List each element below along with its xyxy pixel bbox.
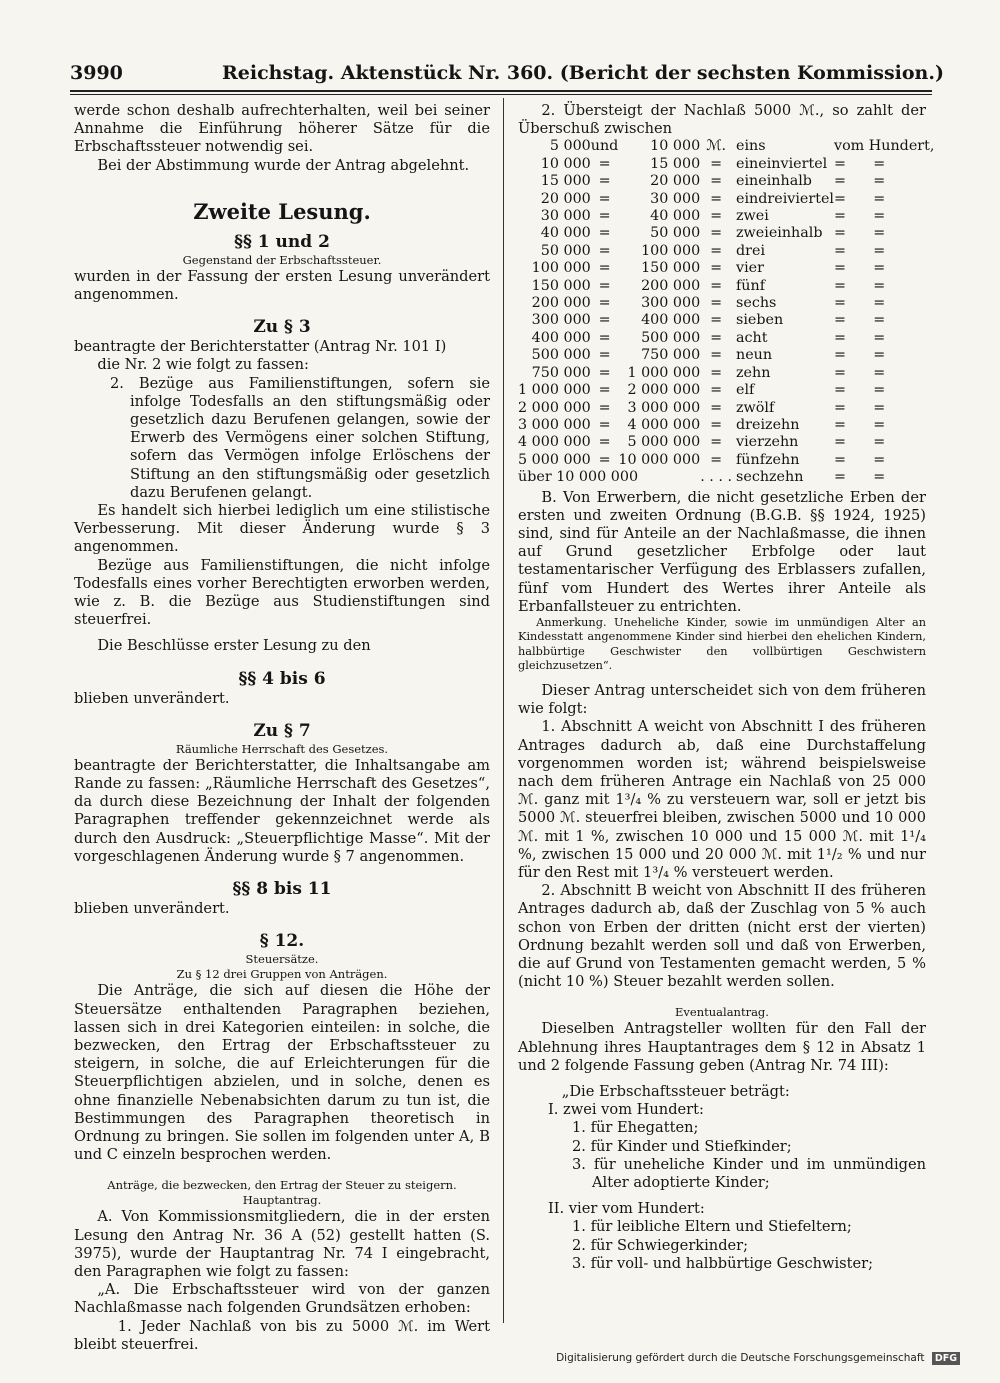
rate-connector: = (598, 277, 611, 294)
dfg-logo: DFG (932, 1352, 960, 1365)
rate-word: elf (736, 382, 755, 399)
rate-word: eineinhalb (736, 173, 812, 190)
section-heading: Zweite Lesung. (193, 198, 371, 224)
paragraph: B. Von Erwerbern, die nicht gesetzliche Erben der ersten und zweiten Ordnung (B.G.B. §§ 1924, 1925) sind, sind für Anteile an der Nachlaßmasse, die ihnen auf Grund gesetzlicher Erbfolge oder laut testamentarischer Verfügung des Erblassers zufallen, fünf vom Hundert des Wertes ihrer Anteile als Erbanfallsteuer zu entrichten. (518, 488, 926, 615)
rate-row (518, 400, 934, 417)
subheading: Steuersätze. (245, 952, 319, 967)
rate-connector: = (598, 155, 611, 172)
rate-from: 2 000 000 (518, 399, 591, 416)
rate-row (518, 208, 934, 225)
rate-word: zwölf (736, 399, 775, 416)
rate-tail: = = (834, 382, 886, 399)
paragraph: „Die Erbschaftssteuer beträgt: (561, 1083, 790, 1101)
rate-currency: = (710, 277, 723, 294)
rate-tail: = = (834, 155, 886, 172)
rate-row (518, 452, 934, 469)
rate-row (518, 347, 934, 364)
rate-tail: = = (834, 277, 886, 294)
rate-from: 20 000 (540, 190, 591, 207)
list-item: 2. Bezüge aus Familienstiftungen, sofern sie infolge Todesfalls an den stiftungsmäßig oder gesetzlich dazu Berufenen gelangen, sowie der Erwerb des Vermögens einer solchen Stiftung, sofern das Vermögen infolge Erlöschens der Stiftung an den stiftungsmäßig oder gesetzlich dazu Berufenen gelangt. (110, 374, 490, 501)
rate-from: 150 000 (531, 277, 591, 294)
rate-connector: = (598, 173, 611, 190)
rate-word: fünfzehn (736, 451, 800, 468)
rate-from: 10 000 (540, 155, 591, 172)
rate-word: dreizehn (736, 416, 800, 433)
rate-connector: und (590, 138, 619, 155)
rate-connector: = (598, 225, 611, 242)
rate-word: sechs (736, 295, 777, 312)
running-title: Reichstag. Aktenstück Nr. 360. (Bericht der sechsten Kommission.) (222, 62, 944, 84)
rate-tail: = = (834, 329, 886, 346)
paragraph-heading: §§ 1 und 2 (234, 231, 330, 252)
rate-to: 500 000 (641, 329, 701, 346)
rate-to: 3 000 000 (627, 399, 701, 416)
rate-row (518, 330, 934, 347)
rate-connector: = (598, 208, 611, 225)
paragraph: Bei der Abstimmung wurde der Antrag abgelehnt. (97, 156, 470, 174)
list-item: 2. für Kinder und Stiefkinder; (572, 1137, 792, 1155)
paragraph: werde schon deshalb aufrechterhalten, weil bei seiner Annahme die Einführung höherer Sätze für die Erbschaftssteuer notwendig sei. (74, 102, 490, 156)
rate-tail: = = (834, 364, 886, 381)
rate-connector: = (598, 190, 611, 207)
rate-word: eindreiviertel (736, 190, 834, 207)
subheading: Räumliche Herrschaft des Gesetzes. (175, 741, 389, 756)
rate-row (518, 469, 934, 486)
left-column (74, 102, 490, 1354)
rate-word: vier (736, 260, 764, 277)
paragraph: 2. Übersteigt der Nachlaß 5000 ℳ., so zahlt der Überschuß zwischen (518, 102, 926, 138)
paragraph: Dieselben Antragsteller wollten für den Fall der Ablehnung ihres Hauptantrages dem § 12 in Absatz 1 und 2 folgende Fassung geben (Antrag Nr. 74 III): (518, 1020, 926, 1074)
rate-from: 40 000 (540, 225, 591, 242)
rate-row (518, 156, 934, 173)
rate-currency: = (710, 399, 723, 416)
rate-row (518, 278, 934, 295)
page-header (70, 56, 944, 88)
rate-to: 5 000 000 (627, 434, 701, 451)
rate-tail: = = (834, 260, 886, 277)
list-item: 1. für leibliche Eltern und Stiefeltern; (572, 1218, 852, 1236)
rate-word: drei (736, 242, 766, 259)
rate-to: 10 000 000 (618, 451, 701, 468)
rate-currency: = (710, 364, 723, 381)
rate-currency: = (710, 329, 723, 346)
rate-from: 4 000 000 (518, 434, 591, 451)
rate-row (518, 243, 934, 260)
rate-currency: = (710, 347, 723, 364)
rate-tail: vom Hundert, (834, 138, 935, 155)
rate-currency: = (710, 382, 723, 399)
rate-word: sieben (736, 312, 784, 329)
footer-credit (556, 1352, 960, 1365)
rate-from: 500 000 (531, 347, 591, 364)
rate-word: zweieinhalb (736, 225, 823, 242)
list-item: 1. für Ehegatten; (572, 1119, 699, 1137)
rate-to: 50 000 (650, 225, 701, 242)
rate-from: 200 000 (531, 295, 591, 312)
rate-from: 400 000 (531, 329, 591, 346)
rate-from: 3 000 000 (518, 416, 591, 433)
rate-word: zwei (736, 208, 769, 225)
list-heading: I. zwei vom Hundert: (548, 1101, 704, 1119)
rate-word: eins (736, 138, 766, 155)
rate-currency: = (710, 190, 723, 207)
rate-currency: = (710, 260, 723, 277)
rate-currency: = (710, 173, 723, 190)
paragraph: A. Von Kommissionsmitgliedern, die in der ersten Lesung den Antrag Nr. 36 A (52) gestellt hatten (S. 3975), wurde der Hauptantrag Nr. 74 I eingebracht, den Paragraphen wie folgt zu fassen: (74, 1208, 490, 1280)
rate-word: sechzehn (736, 469, 804, 486)
paragraph: wurden in der Fassung der ersten Lesung unverändert angenommen. (74, 267, 490, 304)
rate-word: vierzehn (736, 434, 799, 451)
rate-tail: = = (834, 208, 886, 225)
footer-text: Digitalisierung gefördert durch die Deutsche Forschungsgemeinschaft (556, 1352, 925, 1364)
rate-to: 400 000 (641, 312, 701, 329)
rate-row (518, 312, 934, 329)
rate-row (518, 417, 934, 434)
rate-currency: = (710, 451, 723, 468)
rate-tail: = = (834, 312, 886, 329)
rate-connector: = (598, 347, 611, 364)
paragraph-heading: §§ 4 bis 6 (238, 668, 326, 689)
rate-table (518, 138, 934, 486)
rate-from: 100 000 (531, 260, 591, 277)
rate-currency: = (710, 416, 723, 433)
rate-currency: = (710, 295, 723, 312)
rate-to: 30 000 (650, 190, 701, 207)
rate-tail: = = (834, 416, 886, 433)
subheading: Zu § 12 drei Gruppen von Anträgen. (176, 967, 388, 982)
subheading: Gegenstand der Erbschaftssteuer. (182, 252, 382, 267)
rate-from: über 10 000 000 (518, 469, 639, 486)
rate-to: 150 000 (641, 260, 701, 277)
rate-to: 4 000 000 (627, 416, 701, 433)
paragraph: 1. Jeder Nachlaß von bis zu 5000 ℳ. im Wert bleibt steuerfrei. (74, 1317, 490, 1353)
paragraph-heading: § 12. (259, 931, 305, 952)
rate-row (518, 260, 934, 277)
paragraph: Dieser Antrag unterscheidet sich von dem früheren wie folgt: (518, 681, 926, 718)
rate-connector: = (598, 329, 611, 346)
rate-tail: = = (834, 295, 886, 312)
rate-row (518, 295, 934, 312)
rate-connector: = (598, 434, 611, 451)
rate-row (518, 434, 934, 451)
paragraph: blieben unverändert. (74, 689, 230, 707)
header-rule (70, 90, 932, 92)
rate-currency: = (710, 434, 723, 451)
paragraph: beantragte der Berichterstatter, die Inhaltsangabe am Rande zu fassen: „Räumliche Herrschaft des Gesetzes“, da durch diese Bezeichnung der Inhalt der folgenden Paragraphen treffender gekennzeichnet werde als durch den Ausdruck: „Steuerpflichtige Masse“. Mit der vorgeschlagenen Änderung wurde § 7 angenommen. (74, 756, 490, 865)
rate-currency: = (710, 208, 723, 225)
rate-from: 15 000 (540, 173, 591, 190)
paragraph: Bezüge aus Familienstiftungen, die nicht infolge Todesfalls eines vorher Berechtigten erworben werden, wie z. B. die Bezüge aus Studienstiftungen sind steuerfrei. (74, 556, 490, 629)
rate-to: 10 000 (650, 138, 701, 155)
paragraph: 2. Abschnitt B weicht von Abschnitt II des früheren Antrages dadurch ab, daß der Zuschlag von 5 % auch schon von Erben der dritten (nicht erst der vierten) Ordnung bezahlt werden soll und daß von Erwerben, die auf Grund von Testamenten gemacht werden, 5 % (nicht 10 %) Steuer bezahlt werden sollen. (518, 882, 926, 991)
paragraph: beantragte der Berichterstatter (Antrag Nr. 101 I) (74, 338, 447, 356)
rate-tail: = = (834, 434, 886, 451)
rate-currency: ℳ. (706, 138, 727, 155)
column-divider (503, 98, 504, 1323)
rate-to: 15 000 (650, 155, 701, 172)
rate-word: eineinviertel (736, 155, 828, 172)
paragraph: Es handelt sich hierbei lediglich um eine stilistische Verbesserung. Mit dieser Änderung wurde § 3 angenommen. (74, 502, 490, 556)
subheading: Eventualantrag. (675, 1005, 769, 1020)
rate-tail: = = (834, 173, 886, 190)
rate-row (518, 365, 934, 382)
rate-tail: = = (834, 469, 886, 486)
rate-word: neun (736, 347, 773, 364)
rate-connector: = (598, 242, 611, 259)
rate-connector: = (598, 399, 611, 416)
rate-to: 200 000 (641, 277, 701, 294)
rate-row (518, 191, 934, 208)
rate-from: 750 000 (531, 364, 591, 381)
paragraph: „A. Die Erbschaftssteuer wird von der ganzen Nachlaßmasse nach folgenden Grundsätzen erhoben: (74, 1281, 490, 1317)
rate-from: 1 000 000 (518, 382, 591, 399)
paragraph-heading: Zu § 3 (253, 317, 311, 338)
rate-connector: = (598, 416, 611, 433)
rate-to: 300 000 (641, 295, 701, 312)
rate-to: 100 000 (641, 242, 701, 259)
footnote-remark: Anmerkung. Uneheliche Kinder, sowie im unmündigen Alter an Kindesstatt angenommene Kinder sind hierbei den ehelichen Kindern, halbbürtige Geschwister den vollbürtigen Geschwistern gleichzusetzen“. (518, 615, 926, 673)
list-item: 3. für voll- und halbbürtige Geschwister; (572, 1254, 874, 1272)
rate-connector: = (598, 312, 611, 329)
rate-row (518, 382, 934, 399)
rate-from: 5 000 000 (518, 451, 591, 468)
page-number: 3990 (70, 62, 123, 84)
rate-from: 30 000 (540, 208, 591, 225)
rate-currency: = (710, 242, 723, 259)
paragraph-heading: §§ 8 bis 11 (232, 879, 332, 900)
list-heading: II. vier vom Hundert: (548, 1200, 705, 1218)
rate-tail: = = (834, 347, 886, 364)
rate-tail: = = (834, 242, 886, 259)
rate-row (518, 225, 934, 242)
subheading: Hauptantrag. (242, 1193, 322, 1208)
paragraph: Die Beschlüsse erster Lesung zu den (97, 637, 371, 655)
rate-connector: = (598, 295, 611, 312)
rate-dots: . . . . (700, 469, 733, 486)
paragraph: die Nr. 2 wie folgt zu fassen: (97, 356, 309, 374)
rate-to: 1 000 000 (627, 364, 701, 381)
list-item: 2. für Schwiegerkinder; (572, 1236, 749, 1254)
rate-row (518, 138, 934, 155)
list-item: 3. für uneheliche Kinder und im unmündigen Alter adoptierte Kinder; (572, 1155, 926, 1192)
rate-currency: = (710, 225, 723, 242)
header-rule-thin (70, 94, 932, 95)
rate-word: zehn (736, 364, 771, 381)
rate-from: 300 000 (531, 312, 591, 329)
rate-from: 5 000 (549, 138, 591, 155)
rate-currency: = (710, 155, 723, 172)
rate-currency: = (710, 312, 723, 329)
rate-tail: = = (834, 451, 886, 468)
rate-word: fünf (736, 277, 766, 294)
paragraph: Die Anträge, die sich auf diesen die Höhe der Steuersätze enthaltenden Paragraphen beziehen, lassen sich in drei Kategorien einteilen: in solche, die bezwecken, den Ertrag der Erbschaftssteuer zu steigern, in solche, die auf Erleichterungen für die Steuerpflichtigen abzielen, und in solche, denen es ohne finanzielle Nebenabsichten darum zu tun ist, die Bestimmungen des Paragraphen theoretisch in Ordnung zu bringen. Sie sollen im folgenden unter A, B und C einzeln besprochen werden. (74, 982, 490, 1164)
subheading: Anträge, die bezwecken, den Ertrag der Steuer zu steigern. (107, 1178, 457, 1193)
rate-tail: = = (834, 190, 886, 207)
rate-to: 2 000 000 (627, 382, 701, 399)
paragraph-heading: Zu § 7 (253, 720, 311, 741)
rate-connector: = (598, 260, 611, 277)
rate-to: 20 000 (650, 173, 701, 190)
rate-word: acht (736, 329, 768, 346)
rate-row (518, 173, 934, 190)
rate-tail: = = (834, 399, 886, 416)
rate-tail: = = (834, 225, 886, 242)
rate-connector: = (598, 364, 611, 381)
paragraph: 1. Abschnitt A weicht von Abschnitt I des früheren Antrages dadurch ab, daß eine Durchstaffelung vorgenommen worden ist; während beispielsweise nach dem früheren Antrage ein Nachlaß von 25 000 ℳ. ganz mit 1³/₄ % zu versteuern war, soll er jetzt bis 5000 ℳ. steuerfrei bleiben, zwischen 5000 und 10 000 ℳ. mit 1 %, zwischen 10 000 und 15 000 ℳ. mit 1¹/₄ %, zwischen 15 000 und 20 000 ℳ. mit 1¹/₂ % und nur für den Rest mit 1³/₄ % versteuert werden. (518, 718, 926, 881)
rate-connector: = (598, 382, 611, 399)
rate-to: 750 000 (641, 347, 701, 364)
right-column (518, 102, 935, 1273)
rate-to: 40 000 (650, 208, 701, 225)
rate-from: 50 000 (540, 242, 591, 259)
paragraph: blieben unverändert. (74, 900, 230, 918)
rate-connector: = (598, 451, 611, 468)
